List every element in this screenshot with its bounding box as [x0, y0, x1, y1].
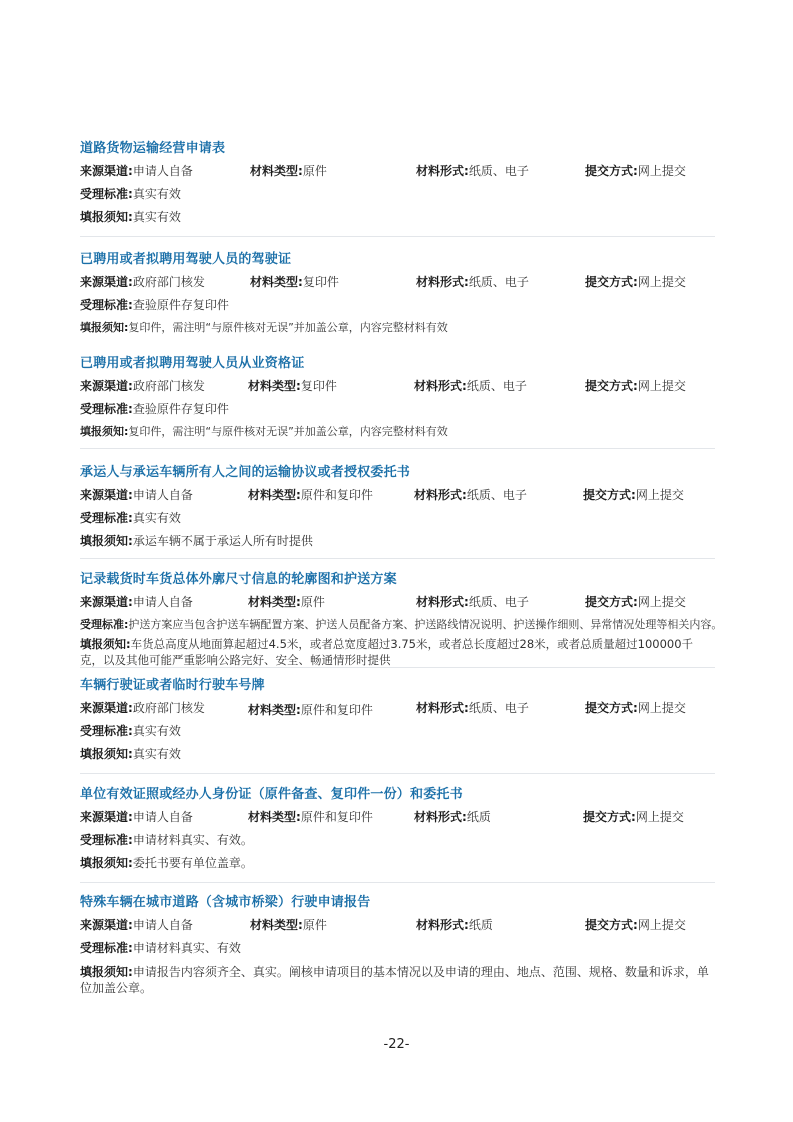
submit-field [583, 486, 684, 503]
form-label: 材料形式: [414, 488, 467, 502]
submit-field [585, 699, 686, 716]
material-section [80, 248, 715, 342]
type-field [248, 377, 337, 394]
type-value: 原件和复印件 [300, 488, 373, 502]
source-label: 来源渠道: [80, 701, 133, 715]
type-field [248, 486, 373, 503]
type-value: 原件和复印件 [300, 810, 373, 824]
form-value: 纸质、电子 [466, 379, 527, 393]
source-field [80, 273, 205, 290]
material-title: 特殊车辆在城市道路（含城市桥梁）行驶申请报告 [80, 895, 371, 910]
type-value: 原件 [300, 595, 325, 609]
standard-row [80, 296, 715, 319]
material-meta-row [80, 273, 715, 296]
notes-label: 填报须知: [80, 210, 133, 224]
standard-label: 受理标准: [80, 833, 133, 847]
form-value: 纸质、电子 [468, 595, 529, 609]
source-label: 来源渠道: [80, 275, 133, 289]
standard-row [80, 939, 715, 962]
material-section [80, 352, 715, 446]
standard-label: 受理标准: [80, 511, 133, 525]
material-title: 车辆行驶证或者临时行驶车号牌 [80, 678, 265, 693]
form-label: 材料形式: [414, 810, 467, 824]
submit-value: 网上提交 [637, 164, 686, 178]
section-divider [80, 448, 715, 449]
form-field [416, 593, 529, 610]
type-label: 材料类型: [248, 810, 301, 824]
source-value: 申请人自备 [132, 595, 193, 609]
form-value: 纸质 [468, 918, 493, 932]
type-value: 复印件 [300, 379, 337, 393]
material-meta-row [80, 699, 715, 722]
standard-row [80, 722, 715, 745]
notes-label: 填报须知: [80, 747, 133, 761]
notes-value: 申请报告内容须齐全、真实。阐核申请项目的基本情况以及申请的理由、地点、范围、规格、数量和诉求，单位加盖公章。 [80, 965, 709, 995]
form-field [416, 273, 529, 290]
material-title: 已聘用或者拟聘用驾驶人员从业资格证 [80, 356, 305, 371]
source-field [80, 486, 193, 503]
notes-value: 真实有效 [132, 210, 181, 224]
material-meta-row [80, 593, 715, 616]
source-field [80, 162, 193, 179]
notes-row [80, 319, 715, 342]
submit-value: 网上提交 [635, 810, 684, 824]
standard-row [80, 400, 715, 423]
form-value: 纸质、电子 [468, 164, 529, 178]
source-value: 申请人自备 [132, 488, 193, 502]
material-meta-row [80, 162, 715, 185]
section-divider [80, 558, 715, 559]
submit-label: 提交方式: [583, 488, 636, 502]
submit-field [585, 916, 686, 933]
submit-label: 提交方式: [585, 701, 638, 715]
source-label: 来源渠道: [80, 810, 133, 824]
form-label: 材料形式: [416, 595, 469, 609]
type-label: 材料类型: [248, 595, 301, 609]
standard-label: 受理标准: [80, 298, 133, 312]
standard-row [80, 616, 723, 636]
standard-row [80, 831, 715, 854]
notes-label: 填报须知: [80, 321, 129, 334]
form-label: 材料形式: [416, 918, 469, 932]
material-title: 记录载货时车货总体外廓尺寸信息的轮廓图和护送方案 [80, 572, 397, 587]
notes-row [80, 854, 715, 877]
type-value: 复印件 [302, 275, 339, 289]
notes-row [80, 423, 715, 446]
form-label: 材料形式: [416, 275, 469, 289]
form-label: 材料形式: [414, 379, 467, 393]
submit-label: 提交方式: [585, 918, 638, 932]
form-value: 纸质、电子 [468, 275, 529, 289]
material-title: 承运人与承运车辆所有人之间的运输协议或者授权委托书 [80, 465, 411, 480]
section-divider [80, 882, 715, 883]
notes-row [80, 208, 715, 231]
source-value: 申请人自备 [132, 164, 193, 178]
notes-label: 填报须知: [80, 856, 133, 870]
notes-row [80, 532, 715, 555]
submit-value: 网上提交 [637, 275, 686, 289]
standard-label: 受理标准: [80, 618, 129, 631]
type-label: 材料类型: [250, 275, 303, 289]
standard-value: 申请材料真实、有效 [132, 941, 241, 955]
standard-value: 申请材料真实、有效。 [132, 833, 253, 847]
standard-value: 护送方案应当包含护送车辆配置方案、护送人员配备方案、护送路线情况说明、护送操作细则、异常情况处理等相关内容。 [128, 618, 723, 631]
notes-label: 填报须知: [80, 534, 133, 548]
submit-field [585, 162, 686, 179]
submit-label: 提交方式: [585, 275, 638, 289]
notes-row [80, 636, 710, 668]
type-field [248, 701, 373, 718]
section-divider [80, 236, 715, 237]
notes-row [80, 964, 715, 996]
type-value: 原件和复印件 [300, 703, 373, 717]
standard-row [80, 509, 715, 532]
form-field [414, 808, 491, 825]
type-label: 材料类型: [250, 918, 303, 932]
submit-value: 网上提交 [637, 379, 686, 393]
type-value: 原件 [302, 918, 327, 932]
material-meta-row [80, 486, 715, 509]
source-field [80, 377, 205, 394]
material-meta-row [80, 377, 715, 400]
form-value: 纸质、电子 [468, 701, 529, 715]
notes-value: 复印件，需注明“与原件核对无误”并加盖公章，内容完整材料有效 [128, 321, 448, 334]
material-section [80, 891, 715, 996]
standard-value: 查验原件存复印件 [132, 402, 229, 416]
source-field [80, 593, 193, 610]
material-meta-row [80, 916, 715, 939]
standard-label: 受理标准: [80, 402, 133, 416]
material-title: 单位有效证照或经办人身份证（原件备查、复印件一份）和委托书 [80, 787, 463, 802]
source-value: 政府部门核发 [132, 275, 205, 289]
notes-label: 填报须知: [80, 965, 133, 979]
source-value: 政府部门核发 [132, 701, 205, 715]
submit-field [585, 593, 686, 610]
source-value: 申请人自备 [132, 810, 193, 824]
section-divider [80, 773, 715, 774]
notes-value: 复印件，需注明“与原件核对无误”并加盖公章，内容完整材料有效 [128, 425, 448, 438]
standard-value: 查验原件存复印件 [132, 298, 229, 312]
source-label: 来源渠道: [80, 164, 133, 178]
submit-label: 提交方式: [585, 379, 638, 393]
form-field [416, 916, 493, 933]
notes-value: 承运车辆不属于承运人所有时提供 [132, 534, 313, 548]
type-label: 材料类型: [248, 488, 301, 502]
material-section [80, 783, 715, 877]
submit-field [583, 808, 684, 825]
material-section [80, 674, 715, 768]
standard-row [80, 185, 715, 208]
notes-label: 填报须知: [80, 637, 131, 651]
form-field [414, 486, 527, 503]
submit-value: 网上提交 [637, 918, 686, 932]
source-field [80, 916, 193, 933]
notes-row [80, 745, 715, 768]
submit-label: 提交方式: [585, 595, 638, 609]
notes-value: 委托书要有单位盖章。 [132, 856, 253, 870]
source-field [80, 808, 193, 825]
type-field [250, 273, 339, 290]
source-field [80, 699, 205, 716]
form-value: 纸质 [466, 810, 491, 824]
standard-value: 真实有效 [132, 511, 181, 525]
type-field [250, 162, 327, 179]
submit-value: 网上提交 [635, 488, 684, 502]
standard-label: 受理标准: [80, 187, 133, 201]
submit-field [585, 273, 686, 290]
notes-value: 车货总高度从地面算起超过4.5米，或者总宽度超过3.75米，或者总长度超过28米，或者总质量超过100000千克，以及其他可能严重影响公路完好、安全、畅通情形时提供 [80, 637, 694, 667]
material-meta-row [80, 808, 715, 831]
source-value: 政府部门核发 [132, 379, 205, 393]
section-divider [80, 667, 715, 668]
type-field [248, 808, 373, 825]
source-label: 来源渠道: [80, 918, 133, 932]
type-field [248, 593, 325, 610]
submit-label: 提交方式: [583, 810, 636, 824]
page-number: -22- [383, 1037, 410, 1052]
standard-value: 真实有效 [132, 724, 181, 738]
submit-field [585, 377, 686, 394]
form-label: 材料形式: [416, 164, 469, 178]
material-section [80, 568, 723, 668]
material-section [80, 137, 715, 231]
notes-value: 真实有效 [132, 747, 181, 761]
standard-label: 受理标准: [80, 941, 133, 955]
standard-value: 真实有效 [132, 187, 181, 201]
material-title: 已聘用或者拟聘用驾驶人员的驾驶证 [80, 252, 292, 267]
form-label: 材料形式: [416, 701, 469, 715]
type-label: 材料类型: [248, 379, 301, 393]
notes-label: 填报须知: [80, 425, 129, 438]
type-label: 材料类型: [250, 164, 303, 178]
source-label: 来源渠道: [80, 379, 133, 393]
standard-label: 受理标准: [80, 724, 133, 738]
form-field [416, 162, 529, 179]
form-value: 纸质、电子 [466, 488, 527, 502]
source-label: 来源渠道: [80, 488, 133, 502]
source-value: 申请人自备 [132, 918, 193, 932]
type-label: 材料类型: [248, 703, 301, 717]
type-field [250, 916, 327, 933]
material-section [80, 461, 715, 555]
submit-value: 网上提交 [637, 595, 686, 609]
type-value: 原件 [302, 164, 327, 178]
submit-label: 提交方式: [585, 164, 638, 178]
form-field [416, 699, 529, 716]
material-title: 道路货物运输经营申请表 [80, 141, 226, 156]
form-field [414, 377, 527, 394]
source-label: 来源渠道: [80, 595, 133, 609]
submit-value: 网上提交 [637, 701, 686, 715]
